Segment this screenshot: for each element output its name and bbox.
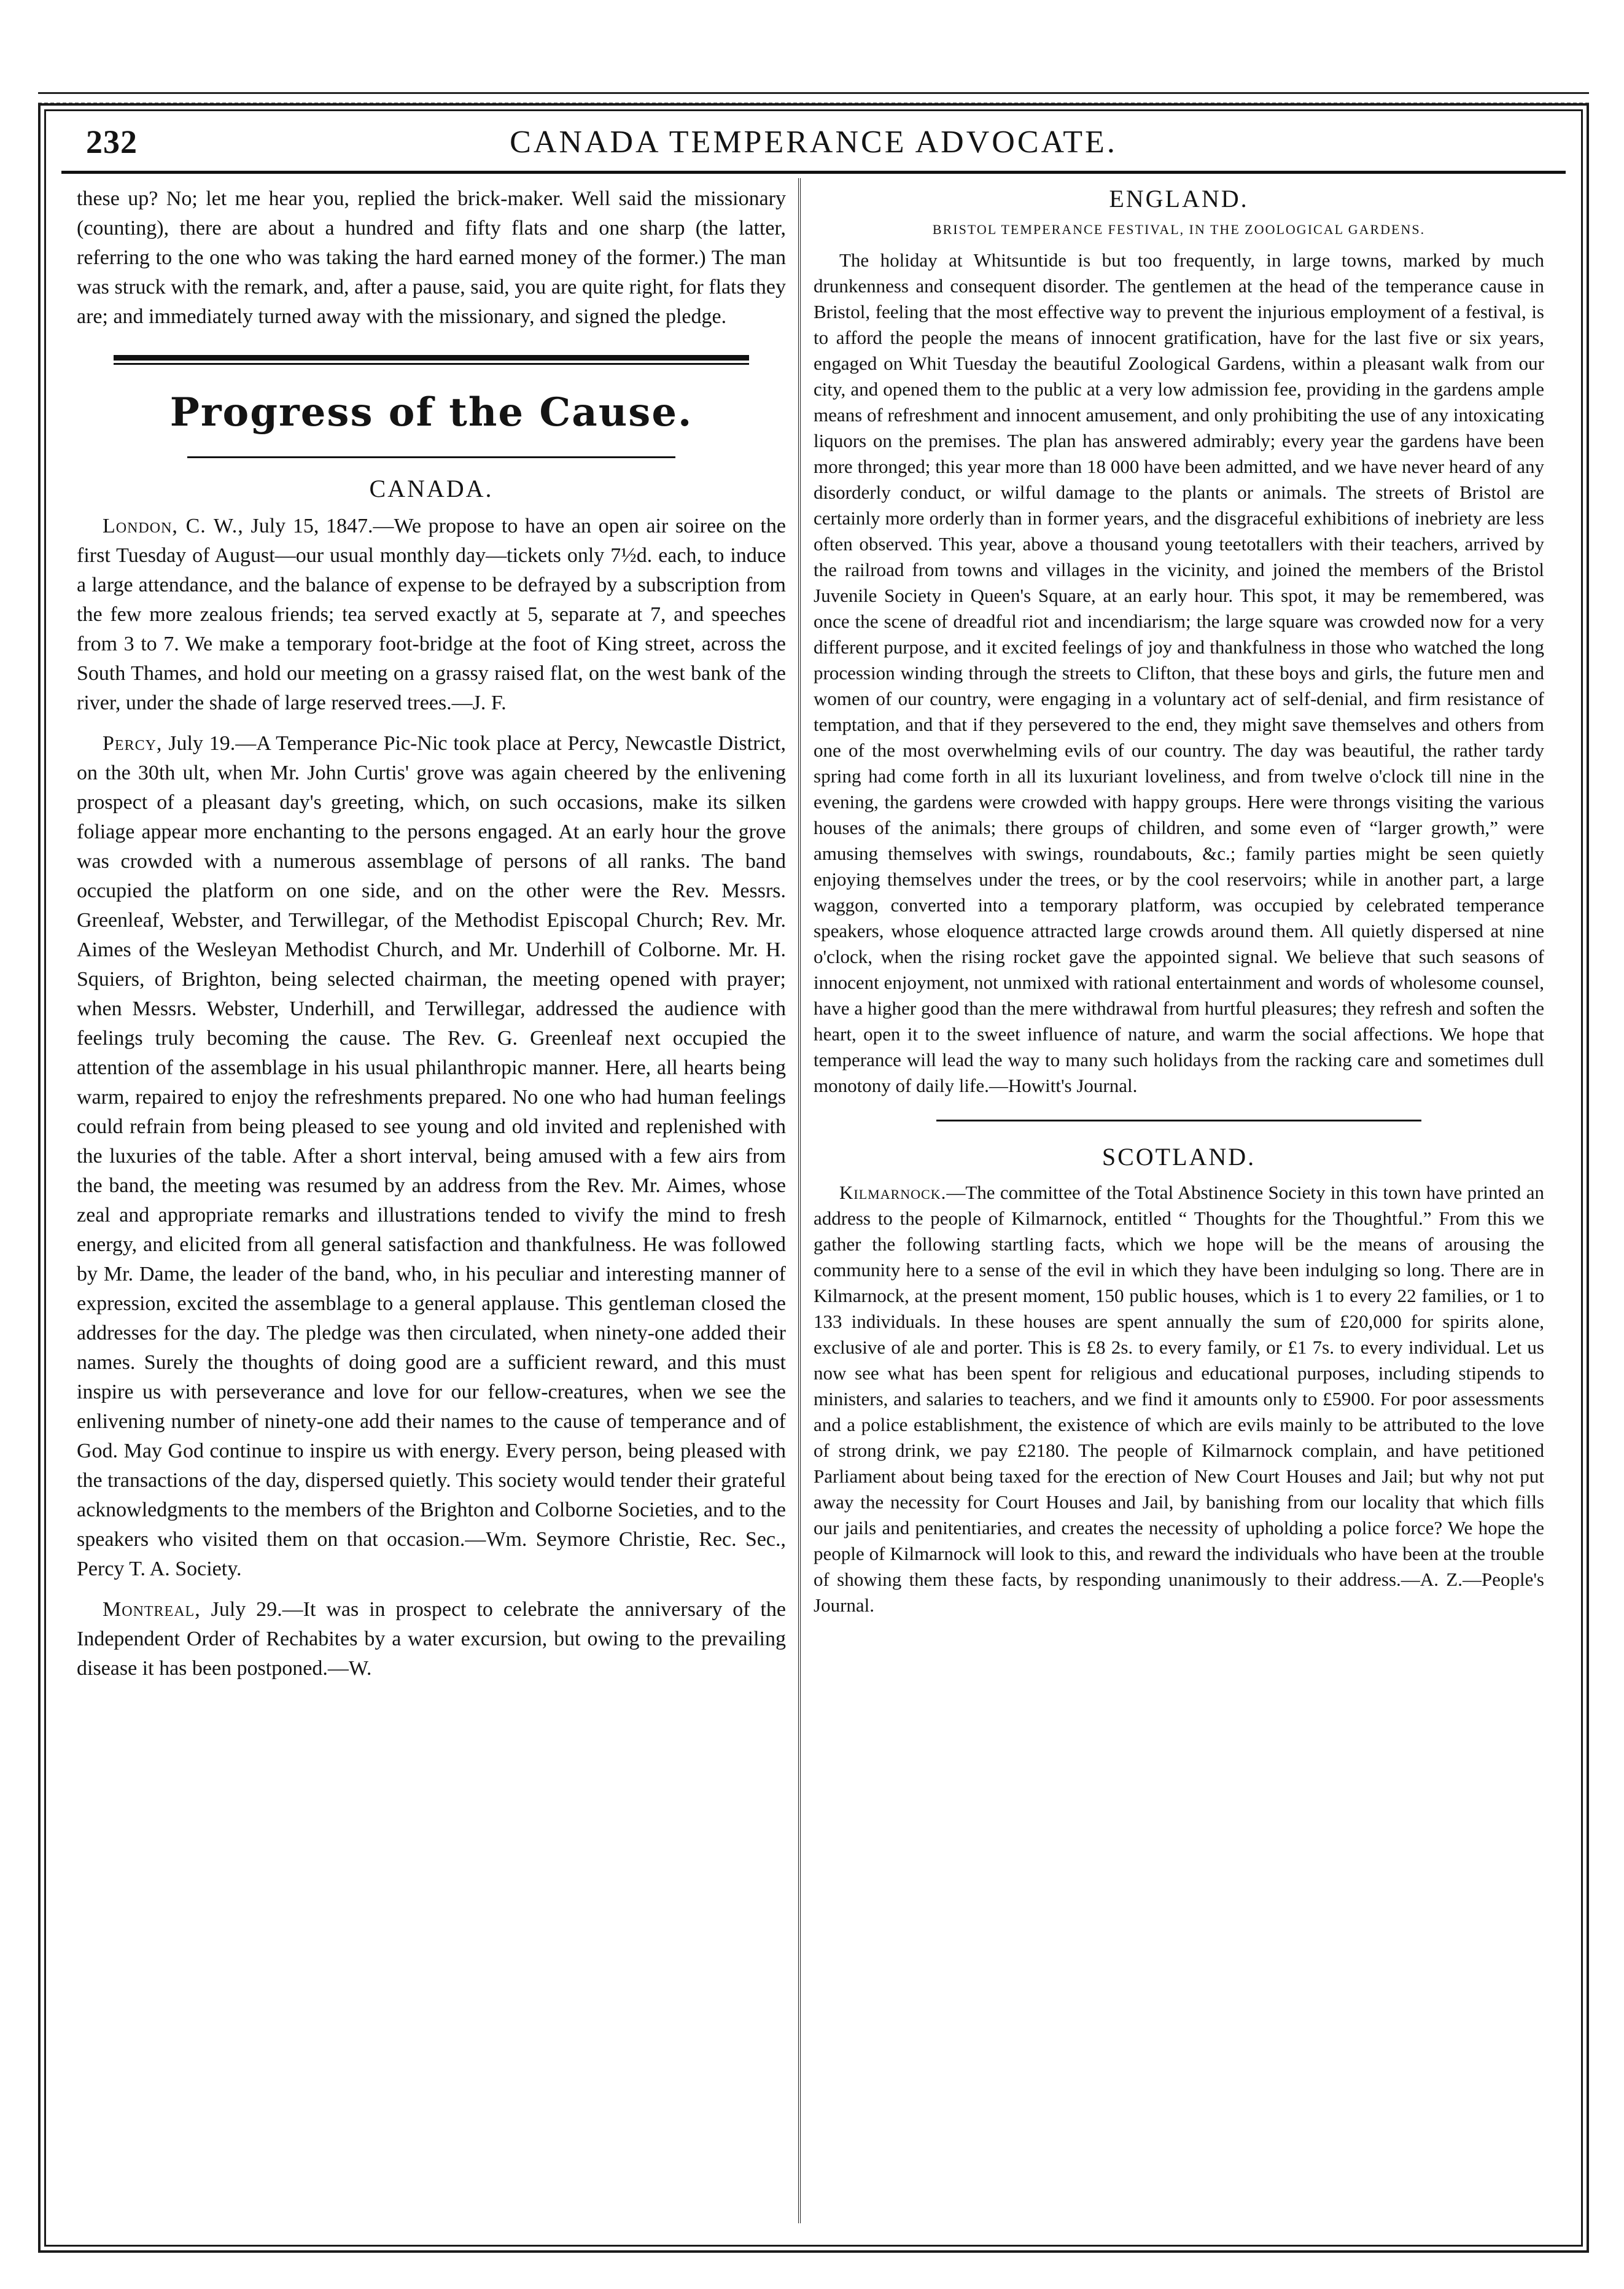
article-percy [77, 729, 786, 1584]
header-rule [61, 171, 1566, 174]
region-heading-england: ENGLAND. [1109, 185, 1249, 213]
page-number: 232 [86, 123, 138, 160]
column-divider [798, 178, 801, 2223]
left-column [77, 184, 786, 1683]
article-montreal [77, 1595, 786, 1683]
england-subheading: BRISTOL TEMPERANCE FESTIVAL, IN THE ZOOLOGICAL GARDENS. [932, 222, 1426, 237]
intro-paragraph: these up? No; let me hear you, replied the brick-maker. Well said the missionary (counting), there are about a hundred and fifty flats and one sharp (the latter, referring to the one who was taking the hard earned money of the former.) The man was struck with the remark, and, after a pause, said, you are quite right, for flats they are; and immediately turned away with the missionary, and signed the pledge. [77, 187, 786, 328]
section-title-rule [187, 456, 675, 458]
article-body: July 15, 1847.—We propose to have an open air soiree on the first Tuesday of August—our usual monthly day—tickets only 7½d. each, to induce a large attendance, and the balance of expense to be defrayed by a subscription from the few more zealous friends; tea served exactly at 5, separate at 7, and speeches from 3 to 7. We make a temporary foot-bridge at the foot of King street, across the South Thames, and hold our meeting on a grassy raised flat, on the west bank of the river, under the shade of large reserved trees.—J. F. [77, 515, 787, 714]
article-lead: London, C. W., [103, 515, 244, 537]
section-rule [114, 355, 749, 365]
region-heading-scotland: SCOTLAND. [1101, 1143, 1256, 1171]
article-kilmarnock [814, 1180, 1544, 1618]
section-title: Progress of the Cause. [169, 389, 693, 435]
right-column [814, 184, 1544, 1618]
article-lead: Montreal, [103, 1598, 201, 1621]
article-london [77, 512, 786, 718]
article-body: July 29.—It was in prospect to celebrate the anniversary of the Independent Order of Rechabites by a water excursion, but owing to the prevailing disease it has been postponed.—W. [77, 1598, 786, 1680]
article-bristol: The holiday at Whitsuntide is but too frequently, in large towns, marked by much drunkenness and consequent disorder. The gentlemen at the head of the temperance cause in Bristol, feeling that the most effective way to prevent the injurious employment of a festival, is to afford the people the means of innocent gratification, have for the last five or six years, engaged on Whit Tuesday the beautiful Zoological Gardens, within a pleasant walk from our city, and opened them to the public at a very low admission fee, providing in the gardens ample means of refreshment and innocent amusement, and only prohibiting the use of any intoxicating liquors on the premises. The plan has answered admirably; every year the gardens have been more thronged; this year more than 18 000 have been admitted, and we have never heard of any disorderly conduct, or wilful damage to the plants or animals. The streets of Bristol are certainly more orderly than in former years, and the disgraceful exhibitions of inebriety are less often observed. This year, above a thousand young teetotallers with their teachers, arrived by the railroad from towns and villages in the vicinity, and joined the members of the Bristol Juvenile Society in Queen's Square, at an early hour. This spot, it may be remembered, was once the scene of dreadful riot and incendiarism; the large square was crowded now for a very different purpose, and it excited feelings of joy and thankfulness in those who watched the long procession winding through the streets to Clifton, that these boys and girls, the future men and women of our country, were engaging in a voluntary act of self-denial, and firm resistance of temptation, and that if they persevered to the end, they might save themselves and others from one of the most overwhelming evils of our country. The day was beautiful, the rather tardy spring had come forth in all its luxuriant loveliness, and from twelve o'clock till nine in the evening, the gardens were crowded with happy groups. Here were throngs visiting the various houses of the animals; there groups of children, and some even of “larger growth,” were amusing themselves with swings, roundabouts, &c.; family parties might be seen quietly enjoying themselves under the trees, or by the cool reservoirs; while in another part, a large waggon, converted into a temporary platform, was occupied by celebrated temperance speakers, whose eloquence attracted large crowds around them. All quietly dispersed at nine o'clock, when the rising rocket gave the appointed signal. We believe that such seasons of innocent enjoyment, not unmixed with rational entertainment and words of wholesome counsel, have a higher good than the mere withdrawal from hurtful pleasures; they refresh and soften the heart, open it to the sweet influence of nature, and warm the social affections. We hope that temperance will lead the way to many such holidays from the racking care and sometimes dull monotony of daily life.—Howitt's Journal. [814, 249, 1544, 1096]
article-body: July 19.—A Temperance Pic-Nic took place at Percy, Newcastle District, on the 30th ult, when Mr. John Curtis' grove was again cheered by the enlivening prospect of a pleasant day's greeting, which, on such occasions, make its silken foliage appear more enchanting to the persons engaged. At an early hour the grove was crowded with a numerous assemblage of persons of all ranks. The band occupied the platform on one side, and on the other were the Rev. Messrs. Greenleaf, Webster, and Terwillegar, of the Methodist Episcopal Church; Rev. Mr. Aimes of the Wesleyan Methodist Church, and Mr. Underhill of Colborne. Mr. H. Squiers, of Brighton, being selected chairman, the meeting opened with prayer; when Messrs. Webster, Underhill, and Terwillegar, addressed the audience with feelings truly becoming the cause. The Rev. G. Greenleaf next occupied the attention of the assemblage in his usual philanthropic manner. Here, all hearts being warm, repaired to enjoy the refreshments prepared. No one who had human feelings could refrain from being pleased to see young and old invited and replenished with the luxuries of the table. After a short interval, being amused with a few airs from the band, the meeting was resumed by an address from the Rev. Mr. Aimes, whose zeal and appropriate remarks and illustrations tended to vivify the mind to fresh energy, and elicited from all general satisfaction and thankfulness. He was followed by Mr. Dame, the leader of the band, who, in his peculiar and interesting manner of expression, excited the assemblage to a general applause. This gentleman closed the addresses for the day. The pledge was then circulated, when ninety-one added their names. Surely the thoughts of doing good are a sufficient reward, and this must inspire us with perseverance and love for our fellow-creatures, when we see the enlivening number of ninety-one add their names to the cause of temperance and of God. May God continue to inspire us with energy. Every person, being pleased with the transactions of the day, dispersed quietly. This society would tender their grateful acknowledgments to the members of the Brighton and Colborne Societies, and to the speakers who visited them on that occasion.—Wm. Seymore Christie, Rec. Sec., Percy T. A. Society. [77, 732, 786, 1580]
publication-title: CANADA TEMPERANCE ADVOCATE. [510, 125, 1117, 160]
article-separator [936, 1120, 1421, 1121]
article-lead: Percy, [103, 732, 163, 755]
article-lead: Kilmarnock. [839, 1182, 947, 1203]
page-header [61, 117, 1566, 166]
article-body: —The committee of the Total Abstinence Society in this town have printed an address to the people of Kilmarnock, entitled “ Thoughts for the Thoughtful.” From this we gather the following startling facts, which we hope will be the means of arousing the community here to a sense of the evil in which they have been indulging so long. There are in Kilmarnock, at the present moment, 150 public houses, which is 1 to every 22 families, or 1 to 133 individuals. In these houses are spent annually the sum of £20,000 for spirits alone, exclusive of ale and porter. This is £8 2s. to every family, or £1 7s. to every individual. Let us now see what has been spent for religious and educational purposes, including stipends to ministers, and salaries to teachers, and we find it amounts only to £5900. For poor assessments and a police establishment, the existence of which are evils mainly to be attributed to the love of strong drink, we pay £2180. The people of Kilmarnock complain, and have petitioned Parliament about being taxed for the erection of New Court Houses and Jail; but why not put away the necessity for Court Houses and Jail, by banishing from our locality that which fills our jails and penitentiaries, and creates the necessity of upholding a police force? We hope the people of Kilmarnock will look to this, and reward the individuals who have been at the trouble of showing them these facts, by responding unanimously to their address.—A. Z.—People's Journal. [814, 1182, 1544, 1616]
region-heading-canada: CANADA. [369, 475, 494, 502]
top-border-band [38, 92, 1589, 104]
